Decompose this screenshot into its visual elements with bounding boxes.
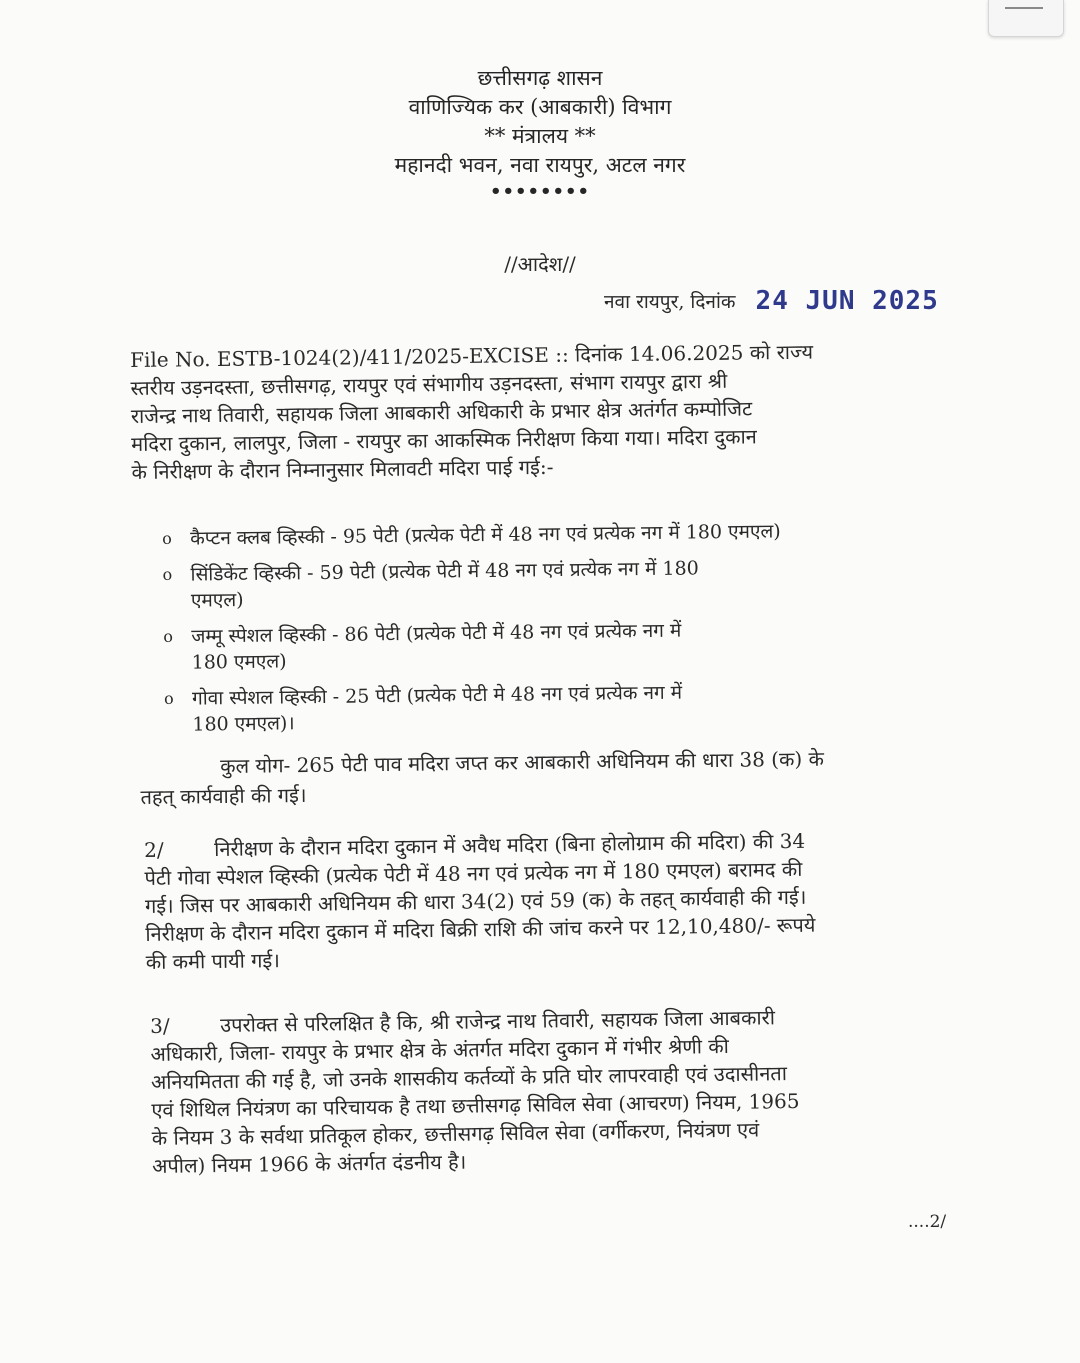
bullet-icon: o (162, 528, 172, 548)
bullet-icon: o (163, 688, 174, 708)
paragraph-line: अधिकारी, जिला- रायपुर के प्रभार क्षेत्र के अंतर्गत मदिरा दुकान में गंभीर श्रेणी की (150, 1033, 729, 1066)
paragraph-2 (144, 825, 956, 976)
paragraph-line: के निरीक्षण के दौरान निम्नानुसार मिलावटी मदिरा पाई गई:- (131, 454, 554, 484)
item-text: सिंडिकेंट व्हिस्की - 59 पेटी (प्रत्येक पेटी में 48 नग एवं प्रत्येक नग में 180 (190, 557, 699, 586)
government-name: छत्तीसगढ़ शासन (477, 66, 603, 90)
total-summary (140, 742, 961, 812)
menu-bar-icon (1005, 7, 1043, 9)
item-text: जम्मू स्पेशल व्हिस्की - 86 पेटी (प्रत्येक पेटी में 48 नग एवं प्रत्येक नग में (191, 619, 682, 648)
list-item (158, 552, 949, 614)
paragraph-line: File No. ESTB-1024(2)/411/2025-EXCISE :: दिनांक 14.06.2025 को राज्य (130, 339, 814, 372)
item-text-continued: 180 एमएल)। (192, 712, 295, 736)
item-text-continued: एमएल) (190, 588, 244, 612)
date-line (604, 286, 984, 316)
paragraph-line: स्तरीय उड़नदस्ता, छत्तीसगढ़, रायपुर एवं संभागीय उड़नदस्ता, संभाग रायपुर द्वारा श्री (130, 368, 728, 400)
total-line: तहत् कार्यवाही की गई। (140, 782, 307, 809)
paragraph-line: के नियम 3 के सर्वथा प्रतिकूल होकर, छत्तीसगढ़ सिविल सेवा (वर्गीकरण, नियंत्रण एवं (151, 1117, 760, 1150)
paragraph-line-text: निरीक्षण के दौरान मदिरा दुकान में अवैध मदिरा (बिना होलोग्राम की मदिरा) की 34 (214, 828, 806, 862)
item-text: गोवा स्पेशल व्हिस्की - 25 पेटी (प्रत्येक पेटी मे 48 नग एवं प्रत्येक नग में (191, 681, 683, 710)
item-text-continued: 180 एमएल) (191, 650, 287, 674)
item-text: कैप्टन क्लब व्हिस्की - 95 पेटी (प्रत्येक पेटी में 48 नग एवं प्रत्येक नग में 180 एमएल) (190, 520, 781, 550)
letterhead (300, 64, 780, 200)
paragraph-line: पेटी गोवा स्पेशल व्हिस्की (प्रत्येक पेटी में 48 नग एवं प्रत्येक नग में 180 एमएल) बरामद की (144, 856, 803, 890)
paragraph-line: अपील) नियम 1966 के अंतर्गत दंडनीय है। (151, 1149, 467, 1178)
paragraph-line: गई। जिस पर आबकारी अधिनियम की धारा 34(2) एवं 59 (क) के तहत् कार्यवाही की गई। (144, 884, 807, 918)
list-item (160, 676, 951, 738)
bullet-icon: o (163, 626, 174, 646)
paragraph-line: मदिरा दुकान, लालपुर, जिला - रायपुर का आकस्मिक निरीक्षण किया गया। मदिरा दुकान (131, 424, 757, 456)
office-address: महानदी भवन, नवा रायपुर, अटल नगर (394, 153, 686, 177)
seized-items-list (158, 516, 951, 748)
paragraph-line: अनियमितता की गई है, जो उनके शासकीय कर्तव्यों के प्रति घोर लापरवाही एवं उदासीनता (150, 1061, 788, 1094)
ministry-label: ** मंत्रालय ** (484, 124, 596, 148)
header-divider-dots: •••••••• (489, 181, 591, 202)
paragraph-3 (150, 1001, 962, 1180)
paragraph-line: निरीक्षण के दौरान मदिरा दुकान में मदिरा बिक्री राशि की जांच करने पर 12,10,480/- रूपये (145, 912, 816, 946)
list-item (158, 516, 948, 552)
paragraph-line: राजेन्द्र नाथ तिवारी, सहायक जिला आबकारी अधिकारी के प्रभार क्षेत्र अतंर्गत कम्पोजिट (130, 396, 753, 428)
paragraph-number: 3/ (150, 1013, 170, 1038)
date-stamp: 24 JUN 2025 (755, 286, 939, 316)
total-line: कुल योग- 265 पेटी पाव मदिरा जप्त कर आबकारी अधिनियम की धारा 38 (क) के (220, 746, 825, 779)
paragraph-1 (130, 336, 932, 486)
department-name: वाणिज्यिक कर (आबकारी) विभाग (408, 95, 672, 119)
viewer-menu-button[interactable] (988, 0, 1064, 37)
date-label: नवा रायपुर, दिनांक (604, 291, 736, 313)
paragraph-line: एवं शिथिल नियंत्रण का परिचायक है तथा छत्तीसगढ़ सिविल सेवा (आचरण) नियम, 1965 (151, 1088, 800, 1122)
order-title: //आदेश// (504, 252, 576, 276)
paragraph-line: की कमी पायी गई। (145, 948, 281, 974)
next-page-marker: ....2/ (908, 1212, 947, 1232)
paragraph-line-text: उपरोक्त से परिलक्षित है कि, श्री राजेन्द्र नाथ तिवारी, सहायक जिला आबकारी (220, 1005, 776, 1038)
bullet-icon: o (162, 564, 173, 584)
list-item (159, 614, 950, 676)
paragraph-number: 2/ (144, 837, 164, 862)
